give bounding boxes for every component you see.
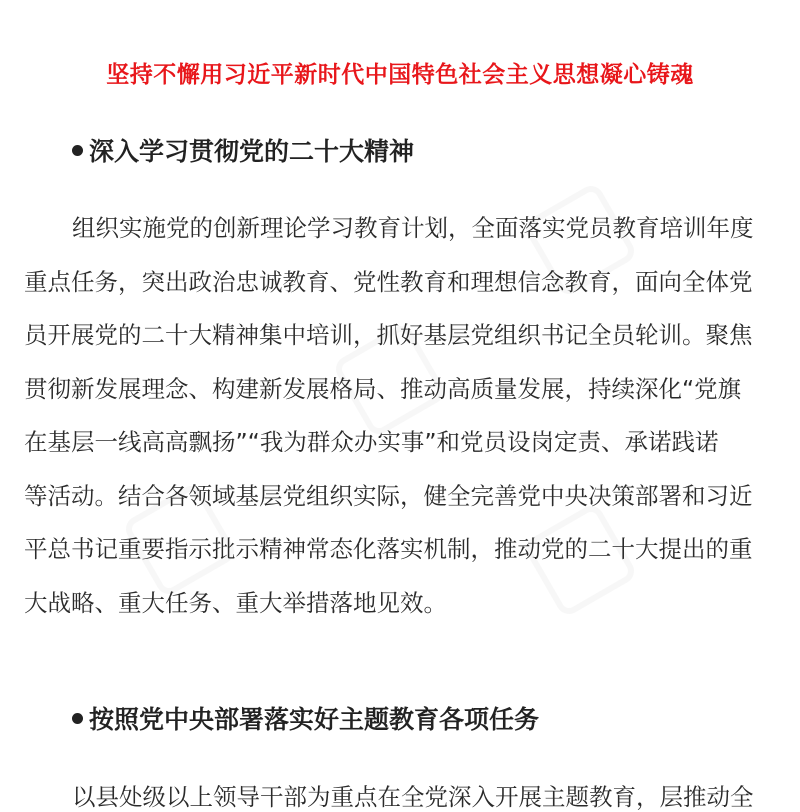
paragraph-line: 大战略、重大任务、重大举措落地见效。: [24, 588, 447, 617]
section-heading-text: 按照党中央部署落实好主题教育各项任务: [89, 705, 540, 734]
paragraph-line: 在基层一线高高飘扬”“我为群众办实事”和党员设岗定责、承诺践诺: [24, 428, 719, 456]
paragraph-line: 平总书记重要指示批示精神常态化落实机制，推动党的二十大提出的重: [24, 535, 753, 563]
paragraph-line: 员开展党的二十大精神集中培训，抓好基层党组织书记全员轮训。聚焦: [24, 321, 753, 349]
section-heading: [72, 132, 414, 168]
document-title: 坚持不懈用习近平新时代中国特色社会主义思想凝心铸魂: [106, 62, 694, 88]
bullet-icon: [72, 145, 83, 156]
section-heading-text: 深入学习贯彻党的二十大精神: [89, 137, 415, 166]
bullet-icon: [72, 713, 83, 724]
section-heading: [72, 700, 539, 736]
body-paragraph: [24, 202, 784, 630]
paragraph-line: 等活动。结合各领域基层党组织实际，健全完善党中央决策部署和习近: [24, 481, 753, 510]
paragraph-line-partial: 以县处级以上领导干部为重点在全党深入开展主题教育，层推动全: [72, 783, 754, 811]
paragraph-line: 组织实施党的创新理论学习教育计划，全面落实党员教育培训年度: [72, 214, 754, 242]
paragraph-line: 重点任务，突出政治忠诚教育、党性教育和理想信念教育，面向全体党: [24, 267, 753, 296]
paragraph-line: 贯彻新发展理念、构建新发展格局、推动高质量发展，持续深化“党旗: [24, 374, 742, 403]
